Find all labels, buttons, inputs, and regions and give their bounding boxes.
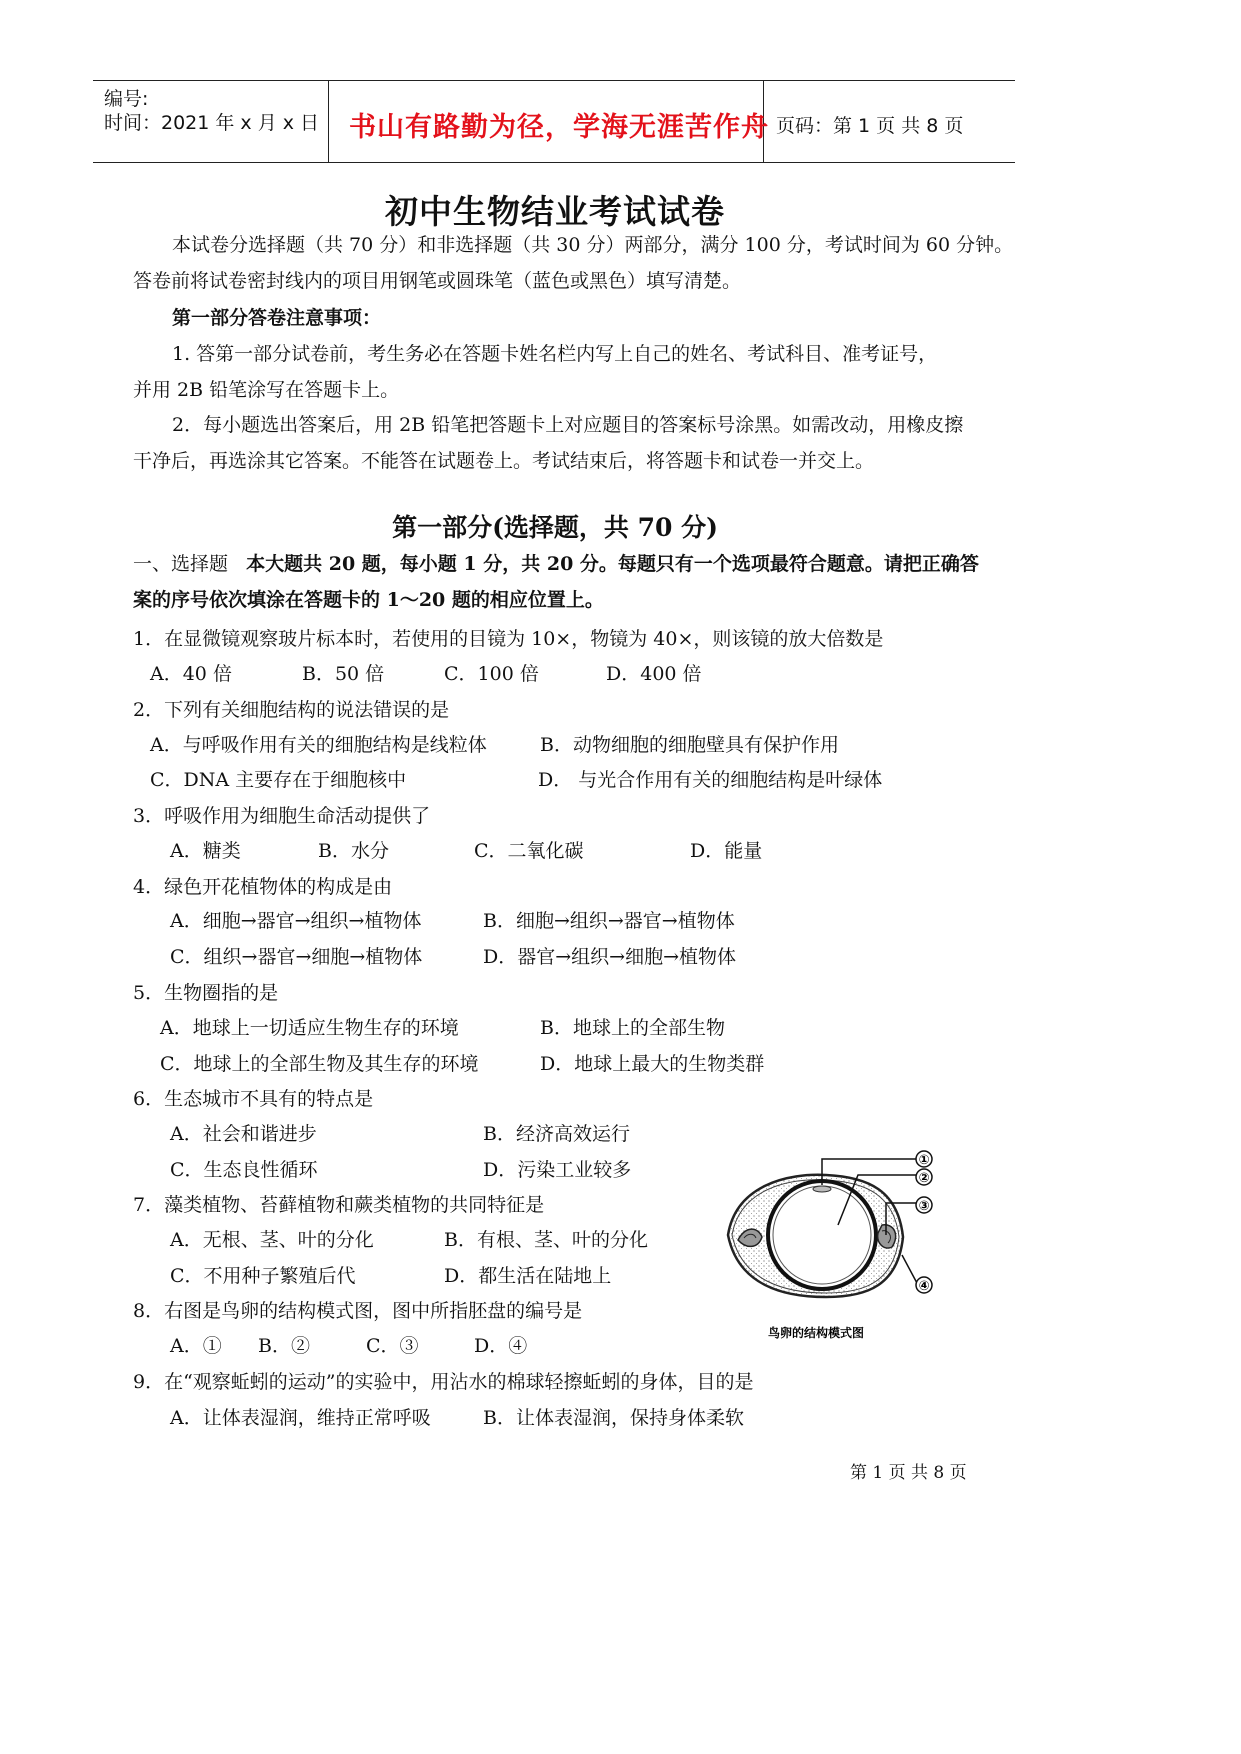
question-3-stem: 3．呼吸作用为细胞生命活动提供了	[133, 805, 431, 827]
notice-item-1-line-2: 并用 2B 铅笔涂写在答题卡上。	[133, 379, 400, 401]
part1-instruction-line-2: 案的序号依次填涂在答题卡的 1～20 题的相应位置上。	[133, 589, 604, 611]
page-title: 初中生物结业考试试卷	[385, 192, 725, 231]
question-3-option-b: B．水分	[318, 840, 389, 862]
header-bottom-rule	[93, 162, 1015, 163]
question-4-option-b: B．细胞→组织→器官→植物体	[483, 910, 735, 932]
notice-item-1-line-1: 1. 答第一部分试卷前，考生务必在答题卡姓名栏内写上自己的姓名、考试科目、准考证号，	[172, 343, 938, 365]
question-8-option-b: B．②	[258, 1335, 310, 1357]
question-2-stem: 2．下列有关细胞结构的说法错误的是	[133, 699, 450, 721]
question-9-option-b: B．让体表湿润，保持身体柔软	[483, 1407, 744, 1429]
question-9-option-a: A．让体表湿润，维持正常呼吸	[170, 1407, 431, 1429]
question-2-option-c: C．DNA 主要存在于细胞核中	[150, 769, 407, 791]
question-4-option-c: C．组织→器官→细胞→植物体	[170, 946, 423, 968]
question-8-option-c: C．③	[366, 1335, 419, 1357]
notice-item-2-line-2: 干净后，再选涂其它答案。不能答在试题卷上。考试结束后，将答题卡和试卷一并交上。	[133, 450, 875, 472]
header-divider-left	[328, 80, 329, 162]
notice-heading: 第一部分答卷注意事项：	[172, 307, 382, 329]
question-1-option-b: B．50 倍	[302, 663, 385, 685]
question-1-option-a: A．40 倍	[150, 663, 232, 685]
question-8-option-a: A．①	[170, 1335, 222, 1357]
question-4-stem: 4．绿色开花植物体的构成是由	[133, 876, 393, 898]
question-7-option-d: D．都生活在陆地上	[444, 1265, 612, 1287]
bird-egg-diagram	[718, 1145, 948, 1345]
question-5-option-b: B．地球上的全部生物	[540, 1017, 725, 1039]
question-5-option-c: C．地球上的全部生物及其生存的环境	[160, 1053, 479, 1075]
question-7-option-c: C．不用种子繁殖后代	[170, 1265, 356, 1287]
page-number-label: 页码：第 1 页 共 8 页	[776, 115, 964, 137]
question-3-option-d: D．能量	[690, 840, 763, 862]
notice-item-2-line-1: 2．每小题选出答案后，用 2B 铅笔把答题卡上对应题目的答案标号涂黑。如需改动，用橡皮擦	[172, 414, 964, 436]
date-label: 时间：2021 年 x 月 x 日	[104, 112, 320, 134]
intro-line-1: 本试卷分选择题（共 70 分）和非选择题（共 30 分）两部分，满分 100 分，考试时间为 60 分钟。	[172, 234, 1014, 256]
question-6-option-d: D．污染工业较多	[483, 1159, 632, 1181]
question-3-option-c: C．二氧化碳	[474, 840, 584, 862]
question-6-option-b: B．经济高效运行	[483, 1123, 630, 1145]
header-top-rule	[93, 80, 1015, 81]
question-3-option-a: A．糖类	[170, 840, 241, 862]
label-3: ③	[918, 1199, 930, 1214]
label-1: ①	[918, 1153, 930, 1168]
label-4: ④	[918, 1279, 930, 1294]
question-2-option-b: B．动物细胞的细胞壁具有保护作用	[540, 734, 839, 756]
page-footer: 第 1 页 共 8 页	[850, 1463, 967, 1483]
figure-caption: 鸟卵的结构模式图	[767, 1326, 865, 1340]
intro-line-2: 答卷前将试卷密封线内的项目用钢笔或圆珠笔（蓝色或黑色）填写清楚。	[133, 270, 742, 292]
motto-text: 书山有路勤为径，学海无涯苦作舟	[349, 112, 769, 143]
leader-line-4	[902, 1255, 918, 1285]
question-5-stem: 5．生物圈指的是	[133, 982, 279, 1004]
question-2-option-d: D． 与光合作用有关的细胞结构是叶绿体	[538, 769, 883, 791]
question-4-option-a: A．细胞→器官→组织→植物体	[170, 910, 422, 932]
serial-number-label: 编号:	[104, 88, 149, 110]
question-6-stem: 6．生态城市不具有的特点是	[133, 1088, 374, 1110]
question-6-option-a: A．社会和谐进步	[170, 1123, 317, 1145]
question-8-option-d: D．④	[474, 1335, 528, 1357]
question-6-option-c: C．生态良性循环	[170, 1159, 318, 1181]
question-2-option-a: A．与呼吸作用有关的细胞结构是线粒体	[150, 734, 487, 756]
question-7-option-b: B．有根、茎、叶的分化	[444, 1229, 648, 1251]
part1-instruction-bold-1: 本大题共 20 题，每小题 1 分，共 20 分。每题只有一个选项最符合题意。请把正确答	[246, 553, 979, 575]
question-4-option-d: D．器官→组织→细胞→植物体	[483, 946, 736, 968]
question-1-option-d: D．400 倍	[606, 663, 702, 685]
part1-instruction-prefix: 一、选择题	[133, 553, 229, 575]
label-2: ②	[918, 1171, 930, 1186]
question-5-option-a: A．地球上一切适应生物生存的环境	[160, 1017, 459, 1039]
egg-germinal-disc	[813, 1186, 831, 1192]
question-7-stem: 7．藻类植物、苔藓植物和蕨类植物的共同特征是	[133, 1194, 545, 1216]
question-1-option-c: C．100 倍	[444, 663, 539, 685]
question-7-option-a: A．无根、茎、叶的分化	[170, 1229, 374, 1251]
question-1-stem: 1．在显微镜观察玻片标本时，若使用的目镜为 10×，物镜为 40×，则该镜的放大倍数是	[133, 628, 884, 650]
question-5-option-d: D．地球上最大的生物类群	[540, 1053, 765, 1075]
egg-yolk-inner	[773, 1186, 871, 1284]
part1-instruction-line-1	[133, 544, 979, 584]
question-8-stem: 8．右图是鸟卵的结构模式图，图中所指胚盘的编号是	[133, 1300, 583, 1322]
question-9-stem: 9．在“观察蚯蚓的运动”的实验中，用沾水的棉球轻擦蚯蚓的身体，目的是	[133, 1371, 754, 1393]
part1-title: 第一部分(选择题，共 70 分)	[392, 513, 718, 542]
